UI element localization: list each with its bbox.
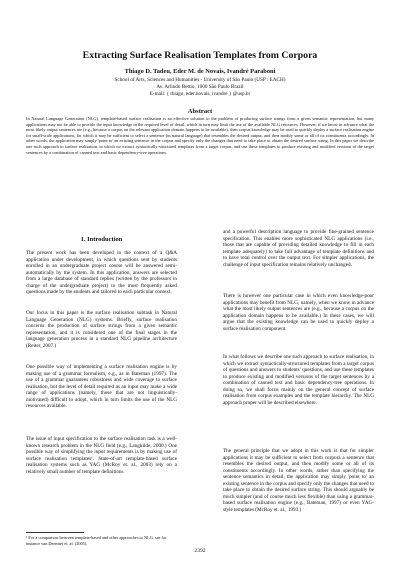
section-heading-introduction: 1. Introduction [80, 236, 123, 243]
intro-paragraph-2: Our focus in this paper is the surface realisation subtask in Natural Language Generation (NLG) systems. Briefly, surface realisation concerns the production of surface strings from a given semantic representation, and it is considered one of the final stages in the language generation process in a standard NLG pipeline architecture (Reiter, 2007.) [26, 310, 177, 349]
right-paragraph-1: and a powerful description language to provide fine-grained sentence specification. This enables more sophisticated NLG applications (i.e., those that are capable of providing detailed knowledge to fill in each template adequately) to take full advantage of template definitions and to have total control over the output text. For simpler applications, the challenge of input specification remains relatively unchanged. [223, 229, 374, 268]
paper-title: Extracting Surface Realisation Templates from Corpora [82, 50, 318, 61]
intro-paragraph-4: The issue of input specification to the surface realisation task is a well-known research problem in the NLG field (e.g., Langkilde, 2000.) One possible way of simplifying the input requirements is by making use of surface realisation templates¹. State-of-art template-based surface realisation systems such as YAG (McRoy et. al., 2003) rely on a relatively small number of template definitions [26, 436, 177, 475]
intro-paragraph-3: One possible way of implementing a surface realisation engine is by making use of a grammar formalism, e.g., as in Bateman (1997). The use of a grammar guarantees robustness and wide coverage to surface realisation, but the level of detail required as an input may make a wide range of applications (namely, those that are not linguistically-motivated) difficult to adopt, which in turn limits the use of the NLG resources available. [26, 364, 177, 410]
footnote-1: ¹ For a comparison between template-based and other approaches to NLG, see for instance van Deemter et. al. (2005). [26, 535, 167, 546]
right-paragraph-2: There is however one particular case in which even knowledge-poor applications may benefit from NLG, namely, when we know in advance what the most likely output sentences are (e.g., because a corpus on the application domain happens to be available.) In these cases, we will argue that the existing knowledge can be used to quickly deploy a surface realisation component. [223, 293, 374, 332]
right-paragraph-3: In what follows we describe one such approach to surface realisation, in which we extract syntactically-structured templates from a target corpus of questions and answers to students' questions, and use these templates to produce existing and modified versions of the target sentences by a combination of canned text and basic dependency-tree operations. In doing so, we shall focus mainly on the general concept of surface realisation from corpus examples and the template hierarchy. The NLG approach proper will be described elsewhere. [223, 354, 374, 406]
author-list: Thiago D. Tadeu, Eder M. de Novais, Ivandré Paraboni [124, 68, 276, 75]
right-paragraph-4: The general principle that we adopt in this work is that for simpler applications it may be sufficient to select from corpora a sentence that resembles the desired output, and then modify some or all of its constituents accordingly. In other words, rather than specifying the sentence semantics in detail, the application may simply 'point to' an existing sentence in the corpus and specify only the changes that need to take place to obtain the desired surface string. This should arguably be much simpler (and of course much less flexible) than using a grammar-based surface realisation engine (e.g., Bateman, 1997) or even YAG-style templates (McRoy et. al., 1993.) [223, 448, 374, 513]
footnote-rule [26, 532, 84, 533]
page-number: 2392 [194, 548, 206, 554]
abstract-heading: Abstract [187, 108, 213, 115]
email-line: E-mail: { thiago, eder.novais, ivandre } @usp.br [149, 91, 251, 97]
abstract-text: In Natural Language Generation (NLG), template-based surface realisation is an effective solution to the problem of producing surface strings from a given semantic representation, but many applications may not be able to provide the input knowledge in the required level of detail, which in turn may limit the use of the available NLG resources. However, if we know in advance what the most likely output sentences are (e.g., because a corpus on the relevant application domain happens to be available), then corpus knowledge may be used to quickly deploy a surface realisation engine for small-scale applications, for which it may be sufficient to select a sentence (in natural language) that resembles the desired output, and then modify some or all of its constituents accordingly. In other words, the application may simply 'point to' an existing sentence in the corpus and specify only the changes that need to take place to obtain the desired surface string. In this paper we describe one such approach to surface realisation, in which we extract syntactically-structured templates from a target corpus, and use these templates to produce existing and modified versions of the target sentences by a combination of canned text and basic dependency-tree operations. [26, 116, 374, 155]
intro-paragraph-1: The present work has been developed in the context of a Q&A application under development, in which questions sent by students enrolled in an undergraduate project course will be answered semi-automatically by the system. In this application, answers are selected from a large database of standard replies (written by the professors in charge of the undergraduate project) to the most frequently asked questions made by the students and tailored to each particular context. [26, 250, 177, 296]
affiliation-line: School of Arts, Sciences and Humanities - University of São Paulo (USP / EACH) [114, 77, 286, 83]
address-line: Av. Arlindo Bettio, 1000 São Paulo Brazil [156, 84, 244, 90]
